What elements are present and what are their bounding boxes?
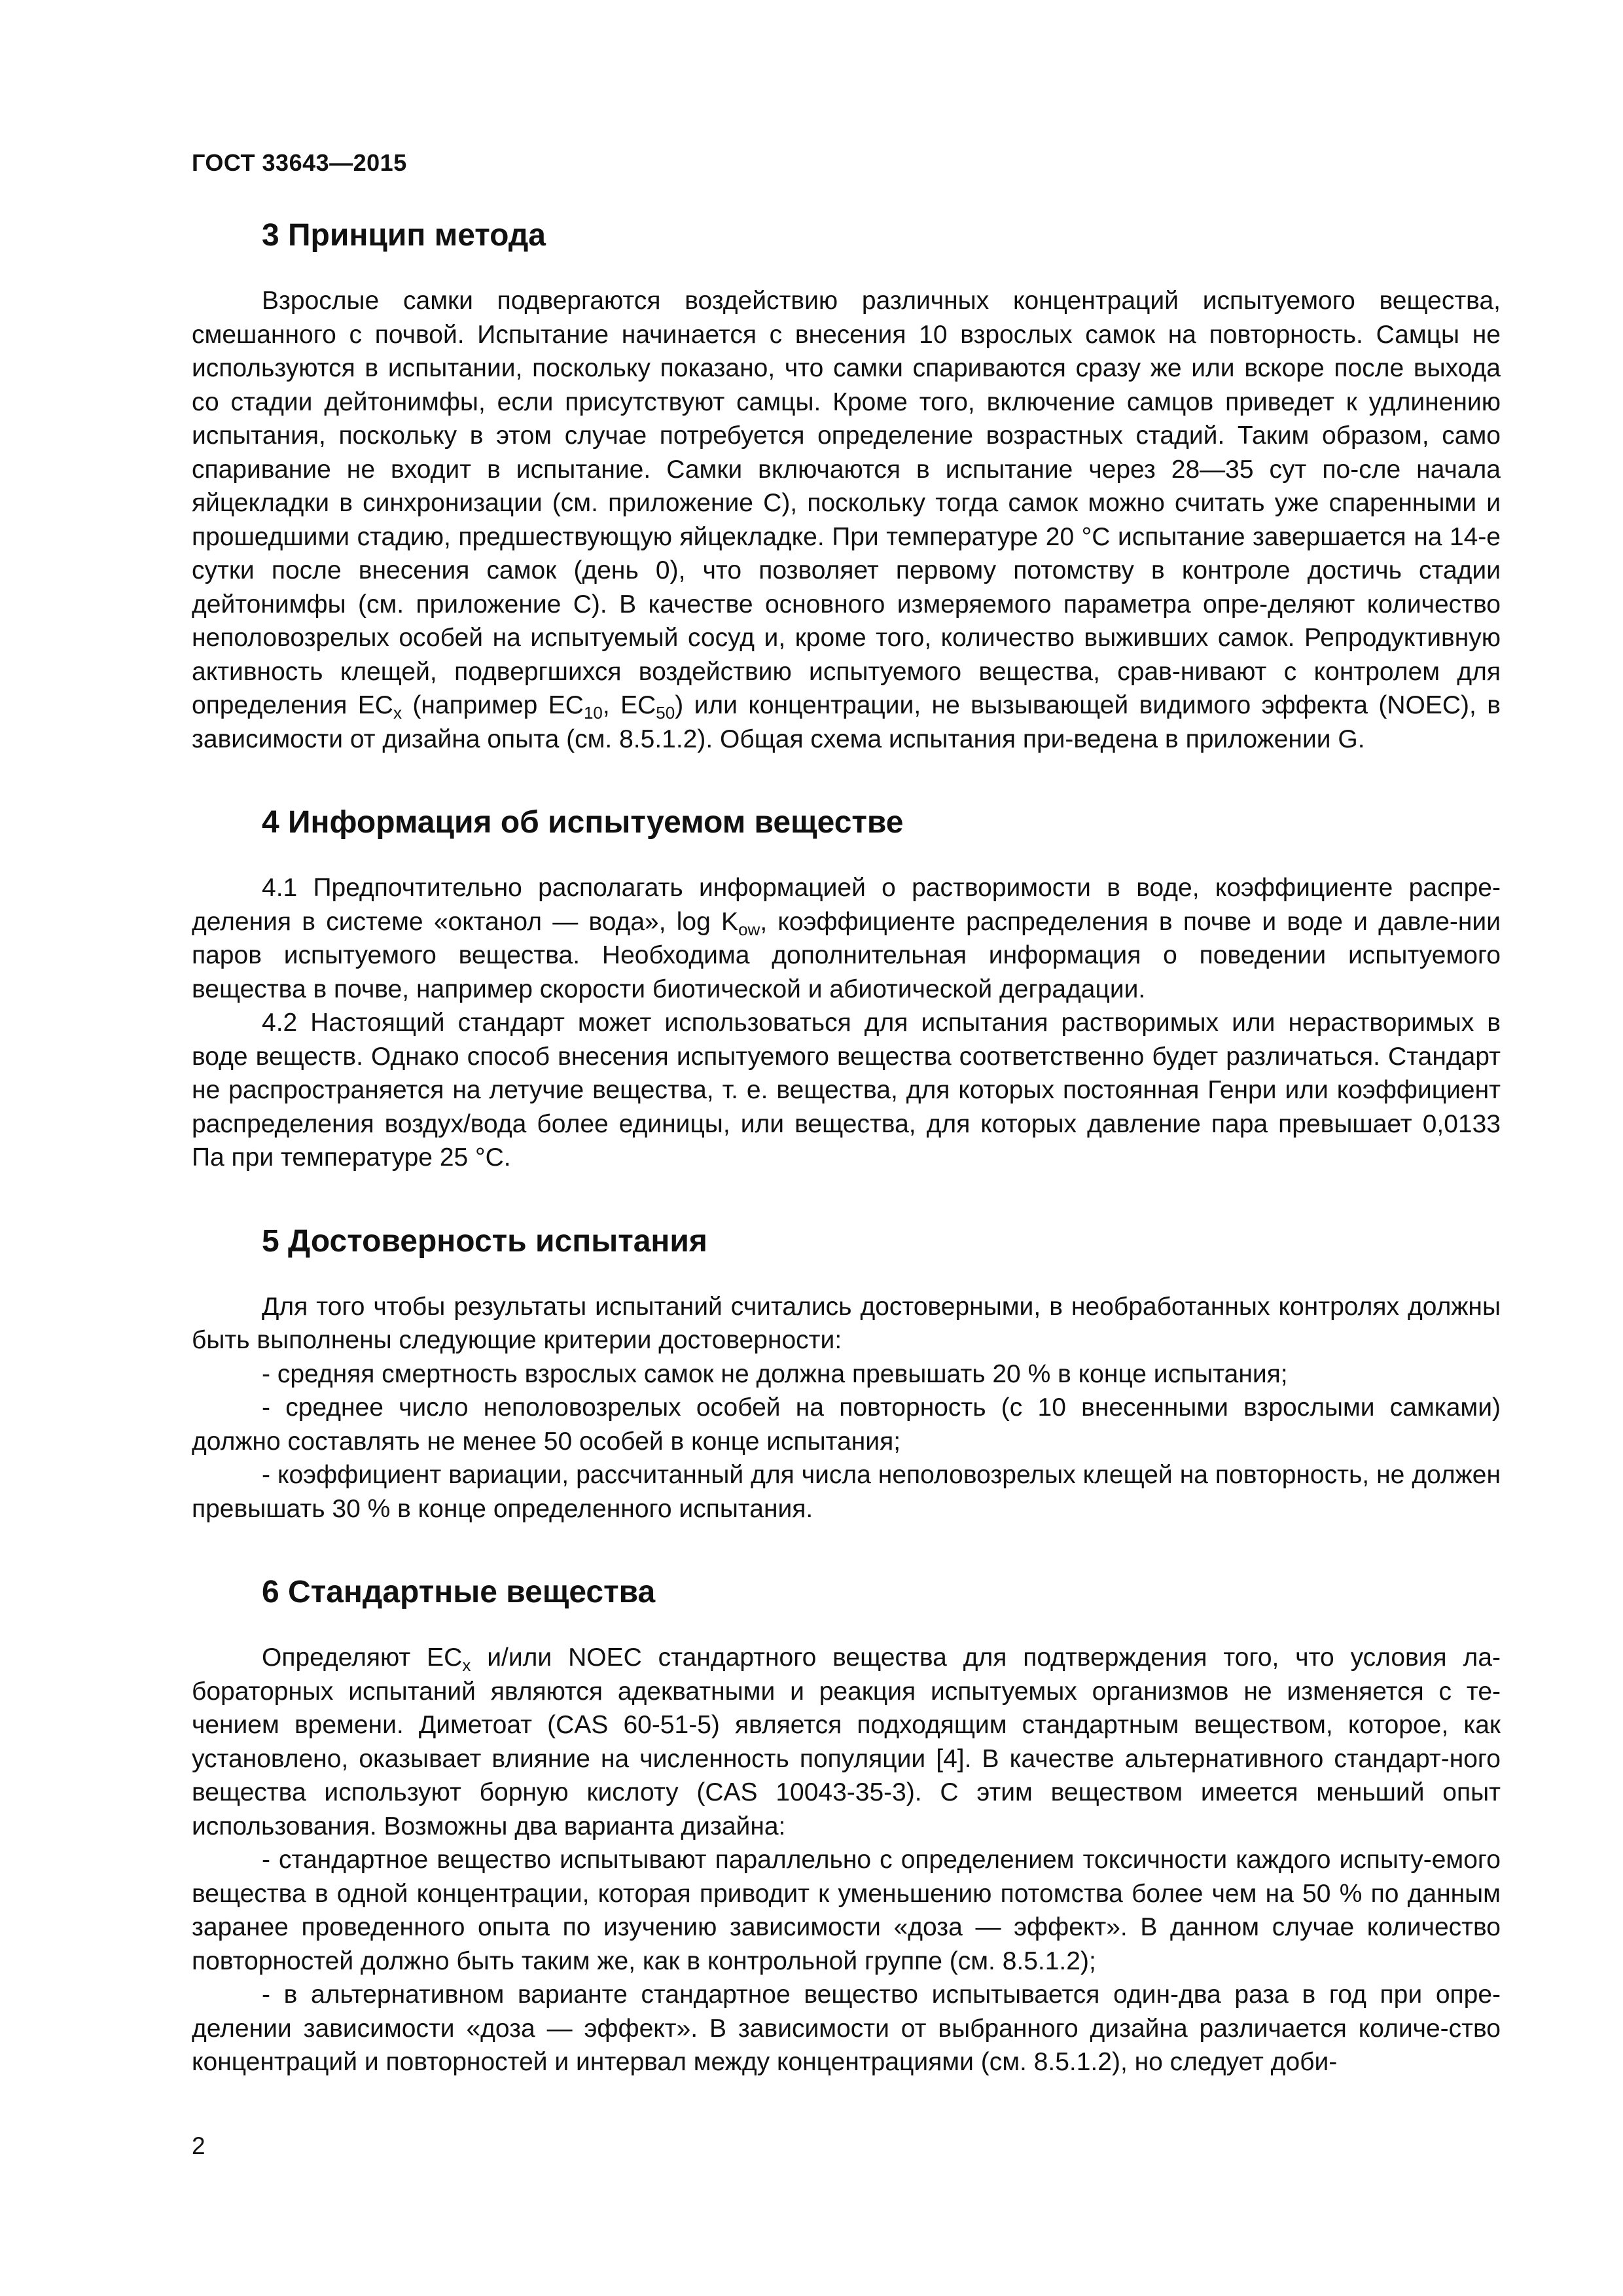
- s3-text-c: , EC: [602, 691, 656, 719]
- s3-sub-10: 10: [583, 703, 603, 723]
- section-5: [192, 1222, 1501, 1526]
- section-6-item-1: - стандартное вещество испытывают параллельно с определением токсичности каждого испыту-емого вещества в одной концентрации, которая приводит к уменьшению потомства более чем на 50 % по данным заранее проведенного опыта по изучению зависимости «доза — эффект». В данном случае количество повторностей должно быть таким же, как в контрольной группе (см. 8.5.1.2);: [192, 1846, 1501, 1975]
- section-6: [192, 1573, 1501, 2079]
- section-6-paragraph: [192, 1641, 1501, 1843]
- s3-text-d: ) или концентрации, не вызывающей видимого эффекта (NOEC), в зависимости от дизайна опыта (см. 8.5.1.2). Общая схема испытания при-ведена в приложении G.: [192, 691, 1501, 753]
- s3-text-a: Взрослые самки подвергаются воздействию различных концентраций испытуемого вещества, смешанного с почвой. Испытание начинается с внесения 10 взрослых самок на повторность. Самцы не используются в испытании, поскольку показано, что самки спариваются сразу же или вскоре после выхода со стадии дейтонимфы, если присутствуют самцы. Кроме того, включение самцов приведет к удлинению испытания, поскольку в этом случае потребуется определение возрастных стадий. Таким образом, само спаривание не входит в испытание. Самки включаются в испытание через 28—35 сут по-сле начала яйцекладки в синхронизации (см. приложение С), поскольку тогда самок можно считать уже спаренными и прошедшими стадию, предшествующую яйцекладке. При температуре 20 °С испытание завершается на 14-е сутки после внесения самок (день 0), что позволяет первому потомству в контроле достичь стадии дейтонимфы (см. приложение С). В качестве основного измеряемого параметра опре-деляют количество неполовозрелых особей на испытуемый сосуд и, кроме того, количество выживших самок. Репродуктивную активность клещей, подвергшихся воздействию испытуемого вещества, срав-нивают с контролем для определения EC: [192, 287, 1501, 719]
- s4-text-b: , коэффициенте распределения в почве и воде и давле-нии паров испытуемого вещества. Необходима дополнительная информация о поведении испытуемого вещества в почве, например скорости биотической и абиотической деградации.: [192, 907, 1501, 1003]
- section-5-item-3: - коэффициент вариации, рассчитанный для числа неполовозрелых клещей на повторность, не должен превышать 30 % в конце определенного испытания.: [192, 1461, 1501, 1523]
- s6-text-a: Определяют EC: [262, 1643, 463, 1672]
- s6-text-b: и/или NOEC стандартного вещества для подтверждения того, что условия ла-бораторных испытаний являются адекватными и реакция испытуемых организмов не изменяется с те-чением времени. Диметоат (CAS 60-51-5) является подходящим стандартным веществом, которое, как установлено, оказывает влияние на численность популяции [4]. В качестве альтернативного стандарт-ного вещества используют борную кислоту (CAS 10043-35-3). С этим веществом имеется меньший опыт использования. Возможны два варианта дизайна:: [192, 1643, 1501, 1840]
- section-3-title: 3 Принцип метода: [262, 218, 546, 253]
- section-4: [192, 803, 1501, 1175]
- section-5-item-1: - средняя смертность взрослых самок не должна превышать 20 % в конце испытания;: [262, 1359, 1288, 1388]
- section-6-title: 6 Стандартные вещества: [262, 1575, 656, 1609]
- s6-sub-x: x: [462, 1655, 471, 1675]
- section-5-item-2: - среднее число неполовозрелых особей на повторность (с 10 внесенными взрослыми самками) должно составлять не менее 50 особей в конце испытания;: [192, 1393, 1501, 1456]
- s3-sub-x: x: [393, 703, 402, 723]
- s4-text-a: 4.1 Предпочтительно располагать информацией о растворимости в воде, коэффициенте распре-деления в системе «октанол — вода», log K: [192, 874, 1501, 936]
- s4-sub-ow: ow: [738, 919, 760, 939]
- s3-text-b: (например EC: [401, 691, 584, 719]
- section-4-paragraph-2: 4.2 Настоящий стандарт может использоваться для испытания растворимых или нерастворимых в воде веществ. Однако способ внесения испытуемого вещества соответственно будет различаться. Стандарт не распространяется на летучие вещества, т. е. вещества, для которых постоянная Генри или коэффициент распределения воздух/вода более единицы, или вещества, для которых давление пара превышает 0,0133 Па при температуре 25 °С.: [192, 1009, 1501, 1172]
- section-6-item-2: - в альтернативном варианте стандартное вещество испытывается один-два раза в год при опре-делении зависимости «доза — эффект». В зависимости от выбранного дизайна различается количе-ство концентраций и повторностей и интервал между концентрациями (см. 8.5.1.2), но следует доби-: [192, 1981, 1501, 2076]
- section-5-title: 5 Достоверность испытания: [262, 1223, 707, 1259]
- s3-sub-50: 50: [656, 703, 675, 723]
- section-3: [192, 216, 1501, 756]
- page-content: [192, 216, 1501, 2126]
- document-code-header: ГОСТ 33643—2015: [192, 149, 407, 176]
- page-number: 2: [192, 2132, 205, 2159]
- section-5-paragraph: Для того чтобы результаты испытаний считались достоверными, в необработанных контролях должны быть выполнены следующие критерии достоверности:: [192, 1292, 1501, 1354]
- section-4-paragraph-1: [192, 871, 1501, 1006]
- section-3-paragraph: [192, 284, 1501, 756]
- section-4-title: 4 Информация об испытуемом веществе: [262, 805, 904, 840]
